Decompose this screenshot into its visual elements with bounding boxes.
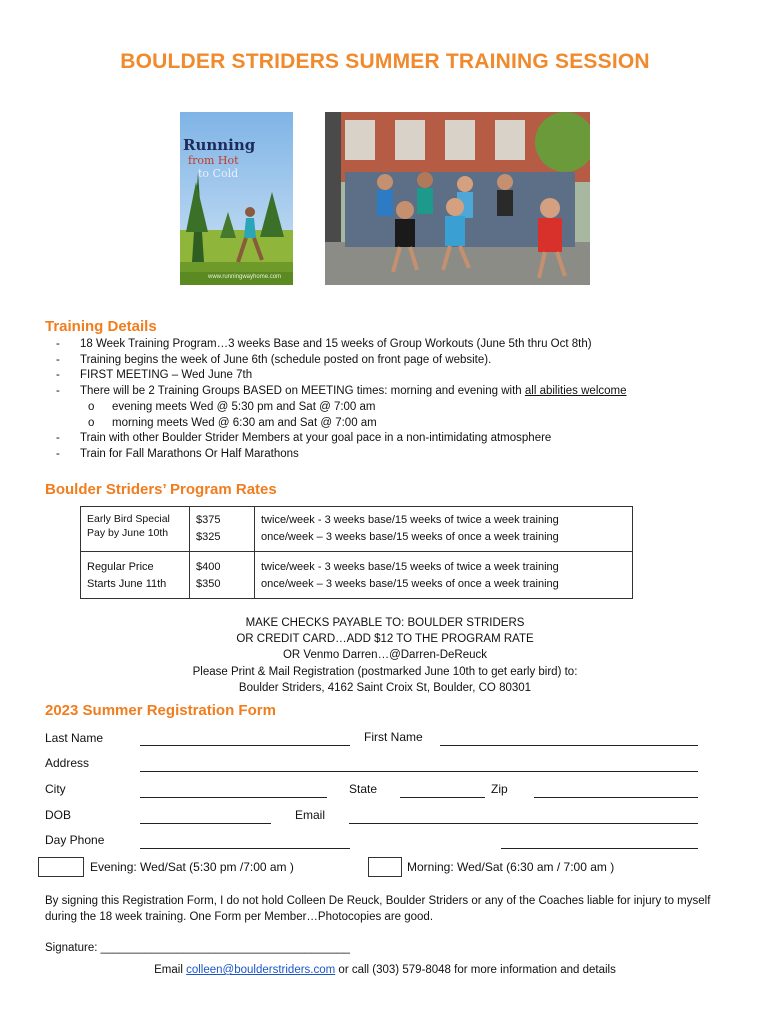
morning-option-label: Morning: Wed/Sat (6:30 am / 7:00 am ): [407, 860, 615, 874]
training-details-heading: Training Details: [45, 318, 157, 335]
city-field[interactable]: [140, 797, 327, 798]
registration-form-heading: 2023 Summer Registration Form: [45, 702, 276, 719]
rate-label: Pay by June 10th: [87, 527, 169, 539]
dash-marker: -: [56, 353, 60, 366]
address-label: Address: [45, 756, 90, 770]
poster-headline: Running: [183, 136, 256, 154]
rate-label: Regular Price: [87, 561, 154, 573]
list-item: [56, 384, 716, 400]
dash-marker: -: [56, 432, 60, 445]
table-row: [81, 507, 633, 552]
payment-line: Boulder Striders, 4162 Saint Croix St, Boulder, CO 80301: [238, 681, 532, 694]
training-details-list: [56, 337, 716, 463]
email-field[interactable]: [349, 823, 698, 824]
dash-marker: -: [56, 369, 60, 382]
list-item: [56, 337, 716, 353]
list-item: [56, 447, 716, 463]
list-item-text: Training begins the week of June 6th (schedule posted on front page of website).: [80, 353, 492, 366]
payment-line: Please Print & Mail Registration (postmarked June 10th to get early bird) to:: [192, 665, 578, 678]
list-item: [56, 353, 716, 369]
dash-marker: -: [56, 447, 60, 460]
rate-desc-cell: [255, 507, 633, 552]
rate-desc: once/week – 3 weeks base/15 weeks of once a week training: [261, 578, 559, 590]
page-title: BOULDER STRIDERS SUMMER TRAINING SESSION: [120, 50, 650, 73]
list-item-text: Train for Fall Marathons Or Half Marathons: [80, 447, 299, 460]
rate-label-cell: [81, 552, 190, 599]
rate-price-cell: [190, 552, 255, 599]
zip-label: Zip: [491, 782, 508, 796]
rate-price: $400: [196, 561, 221, 573]
race-photo-illustration: [325, 112, 590, 285]
zip-field[interactable]: [534, 797, 698, 798]
sub-item-text: evening meets Wed @ 5:30 pm and Sat @ 7:00 am: [112, 400, 376, 413]
dash-marker: -: [56, 385, 60, 398]
abilities-welcome-text: all abilities welcome: [524, 385, 627, 398]
rate-desc: twice/week - 3 weeks base/15 weeks of twice a week training: [261, 561, 559, 573]
poster-line2: from Hot: [188, 154, 239, 167]
rate-label-cell: [81, 507, 190, 552]
payment-line: OR Venmo Darren…@Darren-DeReuck: [282, 649, 488, 662]
rate-price: $325: [196, 531, 221, 543]
list-item-text: FIRST MEETING – Wed June 7th: [80, 369, 253, 382]
dash-marker: -: [56, 338, 60, 350]
poster-footer: www.runningwayhome.com: [208, 274, 282, 280]
circle-bullet: o: [88, 400, 95, 413]
state-label: State: [349, 782, 378, 796]
morning-option-checkbox[interactable]: [368, 857, 402, 877]
contact-suffix: or call (303) 579-8048 for more information and details: [338, 964, 616, 976]
payment-line: MAKE CHECKS PAYABLE TO: BOULDER STRIDERS: [245, 617, 525, 629]
circle-bullet: o: [88, 416, 95, 429]
payment-info: [0, 615, 770, 696]
rate-desc-cell: [255, 552, 633, 599]
running-poster-image: [180, 112, 293, 285]
evening-option-checkbox[interactable]: [38, 857, 84, 877]
state-field[interactable]: [400, 797, 485, 798]
waiver-text: By signing this Registration Form, I do not hold Colleen De Reuck, Boulder Striders or any of the Coaches liable for injury to myself during the 18 week training. One Form per Member…Photocopies are good.: [45, 895, 711, 923]
contact-prefix: Email: [154, 964, 183, 976]
rate-price: $350: [196, 578, 221, 590]
sub-item-text: morning meets Wed @ 6:30 am and Sat @ 7:00 am: [112, 416, 377, 429]
list-item-text: 18 Week Training Program…3 weeks Base and 15 weeks of Group Workouts (June 5th thru Oct 8th): [80, 338, 592, 350]
day-phone-field-extra[interactable]: [501, 848, 698, 849]
list-item: [56, 431, 716, 447]
rate-price-cell: [190, 507, 255, 552]
sub-list-item: [56, 416, 716, 432]
address-field[interactable]: [140, 771, 698, 772]
poster-line3: to Cold: [198, 167, 239, 180]
evening-option-label: Evening: Wed/Sat (5:30 pm /7:00 am ): [90, 860, 294, 874]
list-item: [56, 368, 716, 384]
email-label: Email: [295, 808, 326, 822]
last-name-label: Last Name: [45, 731, 104, 745]
contact-email-link[interactable]: colleen@boulderstriders.com: [186, 964, 336, 976]
list-item-text: Train with other Boulder Strider Members at your goal pace in a non-intimidating atmosphere: [80, 432, 552, 445]
list-item-text: There will be 2 Training Groups BASED on MEETING times: morning and evening with: [80, 385, 522, 398]
rate-label: Starts June 11th: [87, 578, 167, 590]
signature-line[interactable]: Signature: _______________________________________: [45, 942, 351, 954]
last-name-field[interactable]: [140, 745, 350, 746]
sub-list-item: [56, 400, 716, 416]
payment-line: OR CREDIT CARD…ADD $12 TO THE PROGRAM RATE: [236, 633, 534, 646]
rate-desc: twice/week - 3 weeks base/15 weeks of twice a week training: [261, 514, 559, 526]
rate-price: $375: [196, 514, 221, 526]
dob-label: DOB: [45, 808, 72, 822]
rates-table: [80, 506, 633, 599]
program-rates-heading: Boulder Striders’ Program Rates: [45, 481, 277, 498]
dob-field[interactable]: [140, 823, 271, 824]
table-row: [81, 552, 633, 599]
city-label: City: [45, 782, 66, 796]
day-phone-label: Day Phone: [45, 833, 105, 847]
rate-label: Early Bird Special: [87, 513, 170, 525]
contact-line: [0, 962, 770, 978]
first-name-label: First Name: [364, 730, 423, 744]
first-name-field[interactable]: [440, 745, 698, 746]
race-photo: [325, 112, 590, 285]
rate-desc: once/week – 3 weeks base/15 weeks of once a week training: [261, 531, 559, 543]
day-phone-field[interactable]: [140, 848, 350, 849]
